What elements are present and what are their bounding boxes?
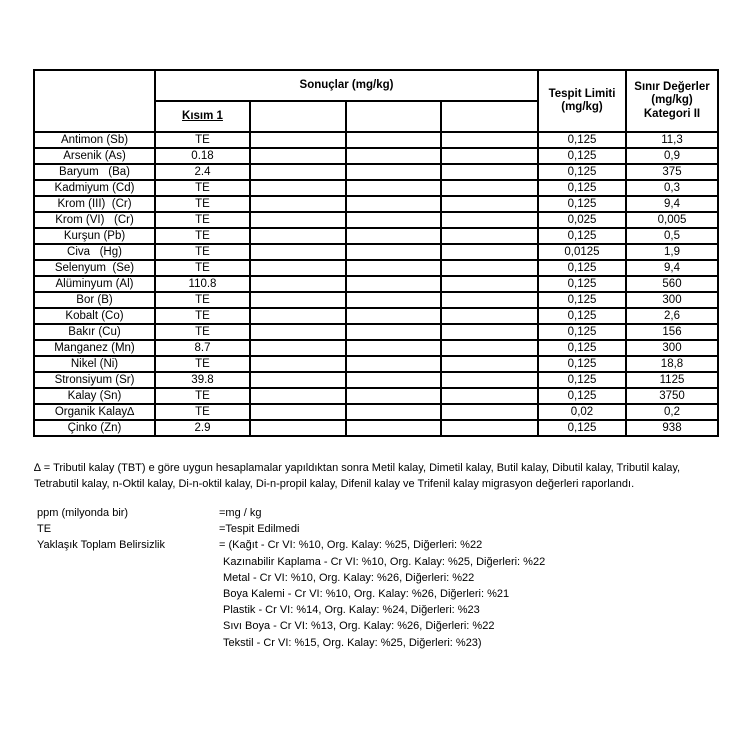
detection-limit-cell: 0,125 (538, 420, 626, 436)
result-cell-3 (346, 292, 441, 308)
result-cell-3 (346, 260, 441, 276)
result-cell-3 (346, 276, 441, 292)
result-cell-3 (346, 324, 441, 340)
kisim1-result-cell: TE (155, 260, 250, 276)
result-cell-4 (441, 308, 538, 324)
definition-line: Kazınabilir Kaplama - Cr VI: %10, Org. Kalay: %25, Diğerleri: %22 (223, 555, 546, 568)
definition-row (37, 505, 717, 521)
element-name-cell: Selenyum (Se) (34, 260, 155, 276)
detection-limit-header: Tespit Limiti (mg/kg) (538, 70, 626, 132)
result-cell-4 (441, 164, 538, 180)
definition-value (219, 521, 717, 537)
table-row (34, 260, 718, 276)
definition-row (37, 537, 717, 650)
element-name-cell: Manganez (Mn) (34, 340, 155, 356)
table-row (34, 132, 718, 148)
limit-value-cell: 1,9 (626, 244, 718, 260)
detection-limit-cell: 0,125 (538, 164, 626, 180)
element-name-cell: Kalay (Sn) (34, 388, 155, 404)
element-name-cell: Bor (B) (34, 292, 155, 308)
detection-limit-cell: 0,125 (538, 196, 626, 212)
table-row (34, 196, 718, 212)
element-name-cell: Bakır (Cu) (34, 324, 155, 340)
limit-value-cell: 2,6 (626, 308, 718, 324)
element-name-cell: Alüminyum (Al) (34, 276, 155, 292)
definition-line: = (Kağıt - Cr VI: %10, Org. Kalay: %25, Diğerleri: %22 (219, 539, 483, 552)
limit-value-cell: 9,4 (626, 260, 718, 276)
result-cell-4 (441, 228, 538, 244)
result-cell-4 (441, 212, 538, 228)
result-cell-3 (346, 148, 441, 164)
result-cell-2 (250, 356, 346, 372)
element-name-cell: Antimon (Sb) (34, 132, 155, 148)
result-cell-4 (441, 292, 538, 308)
kisim1-result-cell: TE (155, 180, 250, 196)
results-table (33, 69, 719, 437)
definition-line: =Tespit Edilmedi (219, 523, 300, 536)
detection-limit-cell: 0,025 (538, 212, 626, 228)
result-cell-4 (441, 260, 538, 276)
result-cell-3 (346, 308, 441, 324)
result-cell-2 (250, 132, 346, 148)
element-name-cell: Kadmiyum (Cd) (34, 180, 155, 196)
result-cell-3 (346, 132, 441, 148)
element-name-cell: Baryum (Ba) (34, 164, 155, 180)
detection-limit-cell: 0,125 (538, 292, 626, 308)
detection-limit-cell: 0,125 (538, 260, 626, 276)
result-cell-2 (250, 372, 346, 388)
detection-limit-cell: 0,125 (538, 388, 626, 404)
result-cell-4 (441, 356, 538, 372)
detection-limit-cell: 0,0125 (538, 244, 626, 260)
result-cell-3 (346, 372, 441, 388)
results-table-header (34, 70, 718, 132)
empty-sample-header-3 (346, 101, 441, 132)
empty-sample-header-4 (441, 101, 538, 132)
table-row (34, 404, 718, 420)
result-cell-3 (346, 180, 441, 196)
table-row (34, 388, 718, 404)
limit-value-cell: 0,5 (626, 228, 718, 244)
sample-column-header: Kısım 1 (155, 101, 250, 132)
result-cell-2 (250, 340, 346, 356)
result-cell-2 (250, 260, 346, 276)
definition-value (219, 537, 717, 650)
limit-value-cell: 9,4 (626, 196, 718, 212)
limit-value-cell: 156 (626, 324, 718, 340)
definition-row (37, 521, 717, 537)
result-cell-4 (441, 340, 538, 356)
kisim1-result-cell: 110.8 (155, 276, 250, 292)
detection-limit-cell: 0,02 (538, 404, 626, 420)
limit-values-header: Sınır Değerler (mg/kg) Kategori II (626, 70, 718, 132)
kisim1-result-cell: TE (155, 388, 250, 404)
table-row (34, 276, 718, 292)
definition-term: ppm (milyonda bir) (37, 507, 129, 519)
result-cell-4 (441, 148, 538, 164)
element-name-cell: Krom (VI) (Cr) (34, 212, 155, 228)
definition-value (219, 505, 717, 521)
result-cell-2 (250, 148, 346, 164)
result-cell-4 (441, 324, 538, 340)
detection-limit-cell: 0,125 (538, 340, 626, 356)
table-row (34, 340, 718, 356)
result-cell-3 (346, 404, 441, 420)
result-cell-2 (250, 164, 346, 180)
detection-limit-cell: 0,125 (538, 276, 626, 292)
result-cell-4 (441, 244, 538, 260)
result-cell-2 (250, 292, 346, 308)
table-row (34, 148, 718, 164)
detection-limit-cell: 0,125 (538, 180, 626, 196)
element-name-cell: Civa (Hg) (34, 244, 155, 260)
limit-value-cell: 300 (626, 292, 718, 308)
result-cell-2 (250, 388, 346, 404)
results-group-header: Sonuçlar (mg/kg) (155, 70, 538, 101)
detection-limit-cell: 0,125 (538, 148, 626, 164)
definition-line: Tekstil - Cr VI: %15, Org. Kalay: %25, Diğerleri: %23) (223, 636, 482, 649)
definition-line: Boya Kalemi - Cr VI: %10, Org. Kalay: %26, Diğerleri: %21 (223, 588, 510, 601)
kisim1-result-cell: 39.8 (155, 372, 250, 388)
result-cell-4 (441, 276, 538, 292)
table-row (34, 324, 718, 340)
table-row (34, 180, 718, 196)
result-cell-2 (250, 244, 346, 260)
kisim1-result-cell: TE (155, 404, 250, 420)
kisim1-result-cell: TE (155, 212, 250, 228)
result-cell-4 (441, 372, 538, 388)
limit-value-cell: 1125 (626, 372, 718, 388)
table-row (34, 372, 718, 388)
table-row (34, 356, 718, 372)
corner-cell (34, 70, 155, 132)
header-row-1 (34, 70, 718, 101)
element-name-cell: Çinko (Zn) (34, 420, 155, 436)
table-row (34, 292, 718, 308)
result-cell-3 (346, 212, 441, 228)
result-cell-4 (441, 388, 538, 404)
result-cell-4 (441, 196, 538, 212)
table-row (34, 420, 718, 436)
limit-value-cell: 375 (626, 164, 718, 180)
definition-line: =mg / kg (219, 507, 262, 519)
definition-line: Plastik - Cr VI: %14, Org. Kalay: %24, Diğerleri: %23 (223, 604, 480, 617)
result-cell-3 (346, 228, 441, 244)
kisim1-result-cell: 8.7 (155, 340, 250, 356)
result-cell-3 (346, 164, 441, 180)
table-row (34, 164, 718, 180)
definition-term: Yaklaşık Toplam Belirsizlik (37, 539, 165, 552)
element-name-cell: Kobalt (Co) (34, 308, 155, 324)
result-cell-3 (346, 388, 441, 404)
kisim1-result-cell: TE (155, 228, 250, 244)
result-cell-3 (346, 340, 441, 356)
kisim1-result-cell: TE (155, 132, 250, 148)
results-table-body (34, 132, 718, 436)
detection-limit-cell: 0,125 (538, 228, 626, 244)
kisim1-result-cell: 2.4 (155, 164, 250, 180)
table-row (34, 244, 718, 260)
limit-value-cell: 18,8 (626, 356, 718, 372)
result-cell-2 (250, 196, 346, 212)
result-cell-3 (346, 420, 441, 436)
detection-limit-cell: 0,125 (538, 308, 626, 324)
element-name-cell: Organik Kalay∆ (34, 404, 155, 420)
detection-limit-cell: 0,125 (538, 372, 626, 388)
kisim1-result-cell: 2.9 (155, 420, 250, 436)
definition-line: Metal - Cr VI: %10, Org. Kalay: %26, Diğerleri: %22 (223, 571, 475, 584)
element-name-cell: Nikel (Ni) (34, 356, 155, 372)
limit-value-cell: 0,9 (626, 148, 718, 164)
kisim1-result-cell: TE (155, 292, 250, 308)
empty-sample-header-2 (250, 101, 346, 132)
limit-value-cell: 0,3 (626, 180, 718, 196)
result-cell-2 (250, 212, 346, 228)
result-cell-4 (441, 180, 538, 196)
kisim1-result-cell: TE (155, 196, 250, 212)
table-row (34, 228, 718, 244)
limit-value-cell: 938 (626, 420, 718, 436)
kisim1-result-cell: TE (155, 356, 250, 372)
table-row (34, 308, 718, 324)
result-cell-2 (250, 324, 346, 340)
element-name-cell: Kurşun (Pb) (34, 228, 155, 244)
organotin-footnote: ∆ = Tributil kalay (TBT) e göre uygun hesaplamalar yapıldıktan sonra Metil kalay, Dimetil kalay, Butil kalay, Dibutil kalay, Tributil kalay, Tetrabutil kalay, n-Oktil kalay, Di-n-oktil kalay, Di-n-propil kalay, Difenil kalay ve Trifenil kalay migrasyon değerleri raporlandı. (34, 462, 681, 490)
element-name-cell: Arsenik (As) (34, 148, 155, 164)
result-cell-3 (346, 356, 441, 372)
limit-value-cell: 300 (626, 340, 718, 356)
definition-term: TE (37, 523, 52, 536)
result-cell-2 (250, 404, 346, 420)
limit-value-cell: 3750 (626, 388, 718, 404)
definition-line: Sıvı Boya - Cr VI: %13, Org. Kalay: %26, Diğerleri: %22 (223, 620, 495, 633)
kisim1-result-cell: TE (155, 244, 250, 260)
result-cell-4 (441, 404, 538, 420)
result-cell-2 (250, 276, 346, 292)
result-cell-4 (441, 132, 538, 148)
table-row (34, 212, 718, 228)
result-cell-2 (250, 420, 346, 436)
definitions-list (37, 505, 717, 651)
detection-limit-cell: 0,125 (538, 356, 626, 372)
result-cell-2 (250, 180, 346, 196)
result-cell-4 (441, 420, 538, 436)
detection-limit-cell: 0,125 (538, 324, 626, 340)
result-cell-2 (250, 308, 346, 324)
result-cell-3 (346, 196, 441, 212)
element-name-cell: Stronsiyum (Sr) (34, 372, 155, 388)
element-name-cell: Krom (III) (Cr) (34, 196, 155, 212)
kisim1-result-cell: TE (155, 308, 250, 324)
result-cell-3 (346, 244, 441, 260)
result-cell-2 (250, 228, 346, 244)
limit-value-cell: 0,005 (626, 212, 718, 228)
limit-value-cell: 11,3 (626, 132, 718, 148)
limit-value-cell: 0,2 (626, 404, 718, 420)
detection-limit-cell: 0,125 (538, 132, 626, 148)
kisim1-result-cell: TE (155, 324, 250, 340)
limit-value-cell: 560 (626, 276, 718, 292)
kisim1-result-cell: 0.18 (155, 148, 250, 164)
